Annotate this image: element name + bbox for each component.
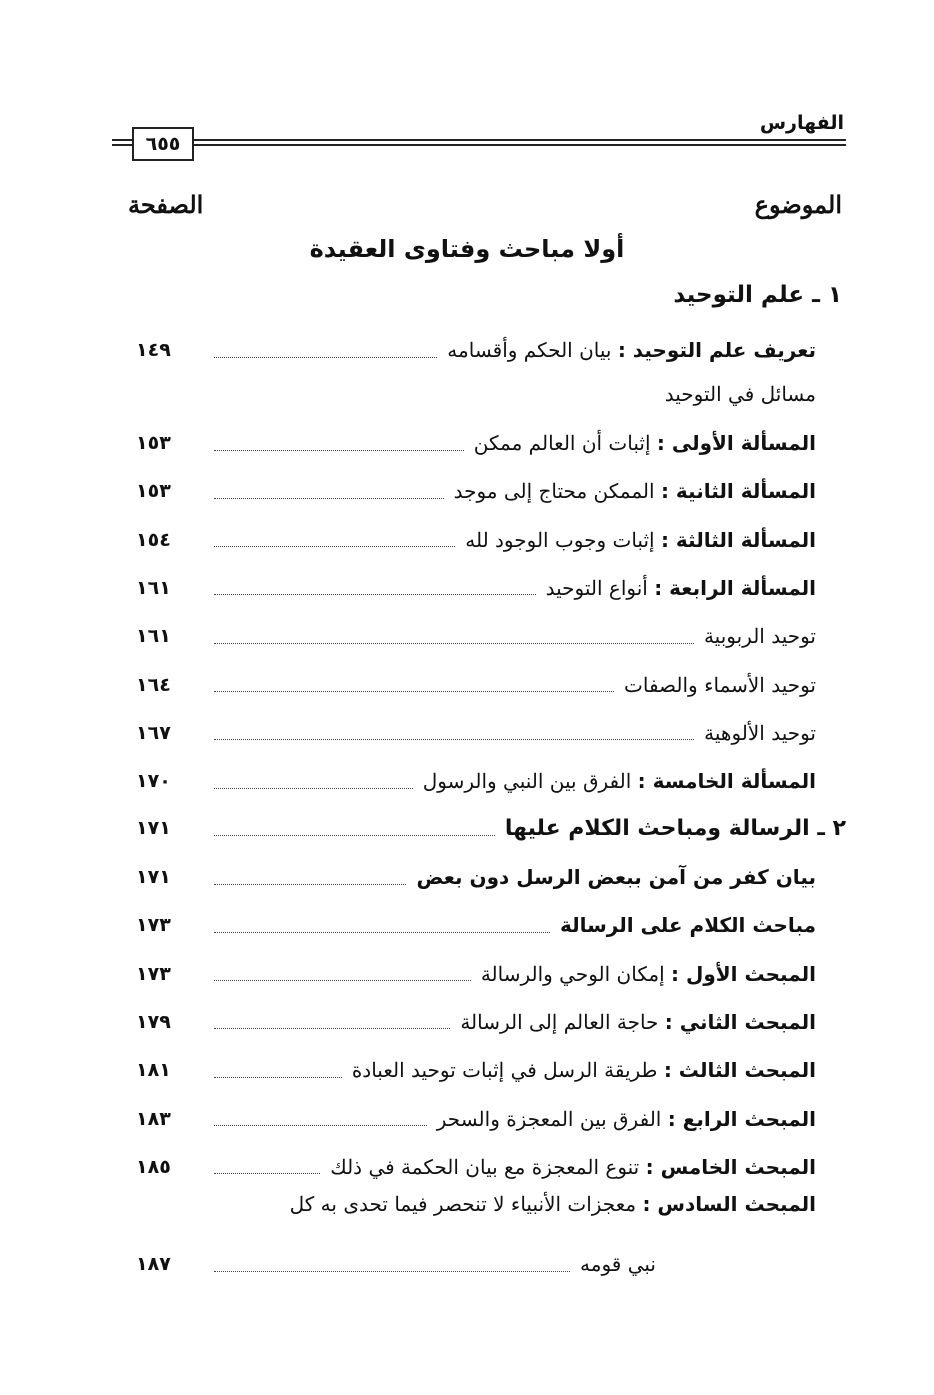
toc-entry bbox=[136, 761, 816, 801]
entry-text: الممكن محتاج إلى موجد bbox=[453, 479, 661, 504]
toc-entry bbox=[136, 471, 816, 511]
entry-text-group bbox=[704, 624, 816, 648]
subheading: مسائل في التوحيد bbox=[664, 382, 816, 406]
leader-dots bbox=[214, 546, 455, 547]
chapter-title: ٢ ـ الرسالة ومباحث الكلام عليها bbox=[504, 815, 846, 841]
entry-label: المبحث الرابع : bbox=[667, 1106, 816, 1131]
toc-entry bbox=[136, 954, 816, 994]
toc-entry bbox=[136, 1002, 816, 1042]
page-ref: ١٧٣ bbox=[136, 962, 171, 985]
page-number: ٦٥٥ bbox=[132, 127, 194, 161]
leader-dots bbox=[214, 1271, 570, 1272]
toc-entry bbox=[136, 520, 816, 560]
header-rule bbox=[112, 139, 846, 147]
leader-dots bbox=[214, 643, 694, 644]
page-ref: ١٨٥ bbox=[136, 1155, 171, 1178]
page-ref: ١٨٧ bbox=[136, 1253, 171, 1275]
entry-text-group bbox=[447, 338, 816, 362]
page-ref: ١٧٩ bbox=[136, 1010, 171, 1033]
entry-text: الفرق بين النبي والرسول bbox=[422, 769, 638, 794]
toc-entry bbox=[136, 423, 816, 463]
entry-label: مباحث الكلام على الرسالة bbox=[559, 913, 816, 938]
entry-text-group bbox=[624, 673, 816, 697]
entry-text: أنواع التوحيد bbox=[545, 575, 655, 600]
toc-entry bbox=[136, 330, 816, 370]
page-ref: ١٧١ bbox=[136, 817, 171, 839]
entry-label: بيان كفر من آمن ببعض الرسل دون بعض bbox=[416, 865, 816, 889]
toc-entry bbox=[136, 857, 816, 897]
entry-text-group bbox=[546, 576, 816, 600]
page-ref: ١٤٩ bbox=[136, 339, 171, 361]
toc-entry bbox=[136, 616, 816, 656]
entry-text-group bbox=[454, 479, 816, 503]
page-ref: ١٨١ bbox=[136, 1059, 171, 1082]
page-ref: ١٧٣ bbox=[136, 914, 171, 937]
entry-text-group bbox=[423, 769, 816, 793]
leader-dots bbox=[214, 932, 550, 933]
leader-dots bbox=[214, 498, 444, 499]
entry-text: إثبات وجوب الوجود لله bbox=[465, 527, 661, 552]
page-ref: ١٥٤ bbox=[136, 528, 171, 551]
toc-entry bbox=[136, 1050, 816, 1090]
page-ref: ١٦٤ bbox=[136, 673, 171, 696]
entry-text-group bbox=[560, 913, 816, 937]
leader-dots bbox=[214, 980, 471, 981]
entry-text: الفرق بين المعجزة والسحر bbox=[436, 1106, 668, 1131]
entry-text: إثبات أن العالم ممكن bbox=[473, 431, 657, 455]
toc-entry bbox=[136, 1099, 816, 1139]
running-title: الفهارس bbox=[759, 112, 844, 134]
entry-text: بيان الحكم وأقسامه bbox=[447, 338, 618, 362]
leader-dots bbox=[214, 1077, 342, 1078]
entry-text-group bbox=[437, 1107, 816, 1131]
entry-label: تعريف علم التوحيد : bbox=[617, 338, 816, 362]
page-ref: ١٥٣ bbox=[136, 480, 171, 503]
toc-entry bbox=[136, 905, 816, 945]
column-heading-topic: الموضوع bbox=[754, 190, 842, 219]
entry-label: المبحث الثالث : bbox=[663, 1058, 816, 1083]
entry-label: المبحث الخامس : bbox=[645, 1154, 816, 1179]
page-ref: ١٨٣ bbox=[136, 1107, 171, 1130]
leader-dots bbox=[214, 594, 536, 595]
entry-label: المسألة الخامسة : bbox=[637, 769, 816, 794]
entry-text-group bbox=[416, 865, 816, 889]
leader-dots bbox=[214, 788, 413, 789]
leader-dots bbox=[214, 739, 694, 740]
chapter-heading-risala bbox=[136, 808, 846, 848]
entry-label: المبحث الأول : bbox=[671, 961, 816, 986]
page-ref: ١٦١ bbox=[136, 625, 171, 648]
entry-text-group bbox=[460, 1010, 816, 1034]
column-heading-page: الصفحة bbox=[128, 190, 204, 219]
page-ref: ١٧١ bbox=[136, 866, 171, 888]
leader-dots bbox=[214, 835, 495, 836]
entry-text-group bbox=[352, 1058, 816, 1082]
entry-text: توحيد الأسماء والصفات bbox=[624, 672, 816, 697]
leader-dots bbox=[214, 1173, 320, 1174]
leader-dots bbox=[214, 357, 437, 358]
toc-entry-continuation bbox=[136, 1244, 816, 1284]
entry-label: المسألة الثالثة : bbox=[660, 527, 816, 552]
chapter-heading-tawhid: ١ ـ علم التوحيد bbox=[673, 282, 842, 308]
entry-text: طريقة الرسل في إثبات توحيد العبادة bbox=[351, 1058, 664, 1083]
entry-text: تنوع المعجزة مع بيان الحكمة في ذلك bbox=[330, 1154, 646, 1179]
leader-dots bbox=[214, 691, 614, 692]
entry-text: توحيد الربوبية bbox=[703, 624, 816, 649]
entry-text-group bbox=[704, 721, 816, 745]
page-ref: ١٦٧ bbox=[136, 721, 171, 744]
leader-dots bbox=[214, 1125, 427, 1126]
entry-text-group bbox=[465, 528, 816, 552]
page-ref: ١٧٠ bbox=[136, 770, 171, 793]
entry-label: المبحث الثاني : bbox=[664, 1009, 816, 1034]
toc-entry bbox=[136, 665, 816, 705]
toc-entry-line bbox=[290, 1192, 816, 1216]
entry-label: المسألة الثانية : bbox=[660, 479, 816, 504]
entry-label: المسألة الرابعة : bbox=[654, 575, 816, 600]
entry-text: معجزات الأنبياء لا تنحصر فيما تحدى به كل bbox=[289, 1192, 643, 1216]
toc-entry bbox=[136, 568, 816, 608]
toc-entry bbox=[136, 1147, 816, 1187]
leader-dots bbox=[214, 884, 406, 885]
entry-text: حاجة العالم إلى الرسالة bbox=[460, 1009, 665, 1034]
entry-text-group bbox=[474, 431, 816, 455]
entry-text-group bbox=[481, 962, 816, 986]
section-title: أولا مباحث وفتاوى العقيدة bbox=[309, 235, 625, 263]
entry-text: توحيد الألوهية bbox=[704, 720, 816, 745]
entry-label: المبحث السادس : bbox=[642, 1192, 816, 1216]
entry-text: إمكان الوحي والرسالة bbox=[480, 961, 672, 986]
leader-dots bbox=[214, 1028, 450, 1029]
entry-text-group bbox=[330, 1155, 816, 1179]
entry-label: المسألة الأولى : bbox=[656, 431, 816, 455]
entry-text: نبي قومه bbox=[580, 1252, 656, 1276]
leader-dots bbox=[214, 450, 464, 451]
page-ref: ١٦١ bbox=[136, 576, 171, 599]
page-ref: ١٥٣ bbox=[136, 432, 171, 454]
toc-entry bbox=[136, 713, 816, 753]
